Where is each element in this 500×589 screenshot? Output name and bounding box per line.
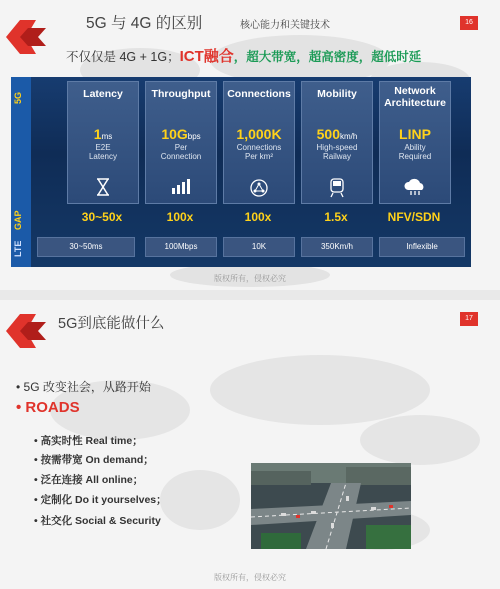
hourglass-icon [96, 178, 110, 196]
list-item: • 泛在连接 All online； [34, 474, 144, 486]
lte-value: 10K [223, 237, 295, 257]
column-unit: km/h [340, 132, 358, 141]
column-header: Mobility [317, 88, 357, 100]
lte-value: 100Mbps [145, 237, 217, 257]
column-sub: Per Connection [160, 143, 202, 161]
column-connections [223, 81, 295, 204]
train-icon [329, 178, 345, 198]
column-value: 10G [161, 126, 188, 142]
list-item: • 按需带宽 On demand； [34, 454, 154, 466]
row-label-5g: 5G [13, 92, 23, 105]
cloud-icon [403, 178, 427, 196]
logo-icon [2, 310, 50, 352]
slide-subtitle: 核心能力和关键技术 [240, 20, 330, 31]
lte-value: Inflexible [379, 237, 465, 257]
slide-title: 5G 与 4G 的区别 [86, 15, 203, 32]
gap-value: 30~50x [81, 210, 123, 224]
column-value: 1,000K [236, 126, 282, 142]
list-item: • 社交化 Social & Security [34, 515, 161, 527]
bullet-roads: • ROADS [16, 399, 80, 416]
slide-footer: 版权所有，侵权必究 [214, 274, 286, 283]
network-icon [249, 178, 269, 198]
slide-16 [0, 0, 500, 290]
bullet-intro-text: 5G 改变社会，从路开始 [23, 380, 151, 394]
column-value: 500 [316, 126, 340, 142]
page-number: 16 [460, 16, 478, 30]
column-sub: Connections Per km² [236, 143, 282, 161]
list-item: • 高实时性 Real time； [34, 435, 143, 447]
slide-17 [0, 300, 500, 589]
tagline [66, 45, 421, 66]
lte-value: 30~50ms [37, 237, 135, 257]
column-header: Network Architecture [384, 85, 446, 109]
bullet-roads-text: ROADS [25, 399, 80, 416]
slide-title: 5G到底能做什么 [58, 316, 165, 332]
row-label-gap: GAP [13, 210, 23, 230]
column-unit: ms [101, 132, 113, 141]
column-sub: E2E Latency [88, 143, 118, 161]
road-intersection-photo [251, 463, 411, 549]
tagline-highlight: ICT融合 [179, 48, 234, 65]
column-sub: Ability Required [398, 143, 432, 161]
gap-value: 100x [244, 210, 272, 224]
gap-value: 1.5x [324, 210, 348, 224]
bar-chart-icon [171, 178, 191, 194]
column-header: Throughput [151, 88, 211, 100]
bullet-intro: • 5G 改变社会，从路开始 [16, 380, 151, 394]
comparison-panel [11, 77, 471, 267]
list-item-text: 社交化 Social & Security [40, 515, 161, 527]
slide-footer: 版权所有，侵权必究 [214, 573, 286, 582]
gap-value: 100x [166, 210, 194, 224]
column-sub: High-speed Railway [316, 143, 358, 161]
list-item: • 定制化 Do it yourselves； [34, 494, 167, 506]
list-item-text: 高实时性 Real time； [40, 435, 143, 447]
list-item-text: 泛在连接 All online； [40, 474, 144, 486]
column-latency [67, 81, 139, 204]
lte-value: 350Km/h [301, 237, 373, 257]
column-unit: bps [187, 132, 201, 141]
gap-value: NFV/SDN [387, 210, 441, 224]
column-header: Latency [83, 88, 123, 100]
column-mobility [301, 81, 373, 204]
list-item-text: 按需带宽 On demand； [40, 454, 154, 466]
logo-icon [2, 16, 50, 58]
page-number: 17 [460, 312, 478, 326]
column-value: LINP [399, 126, 431, 142]
list-item-text: 定制化 Do it yourselves； [40, 494, 167, 506]
column-header: Connections [227, 88, 291, 100]
column-network-architecture [379, 81, 451, 204]
row-label-lte: LTE [13, 240, 23, 258]
tagline-prefix: 不仅仅是 4G + 1G； [66, 50, 180, 64]
column-value: 1 [93, 126, 102, 142]
tagline-suffix: ，超大带宽，超高密度，超低时延 [233, 50, 422, 64]
column-throughput [145, 81, 217, 204]
